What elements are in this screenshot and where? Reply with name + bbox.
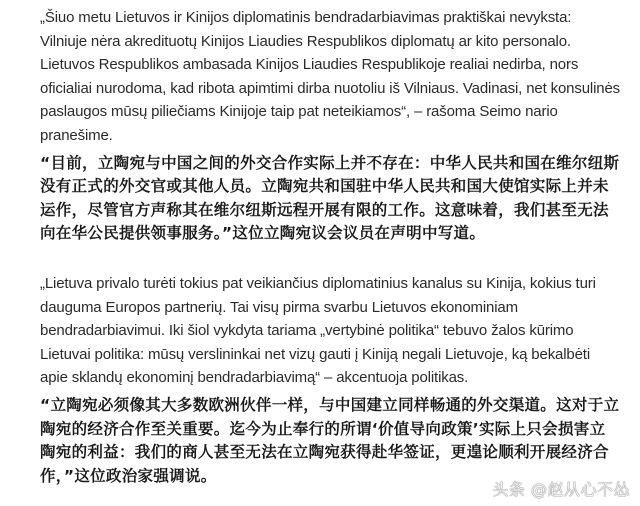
article-body bbox=[40, 6, 620, 488]
chinese-translation-paragraph-1: “目前，立陶宛与中国之间的外交合作实际上并不存在：中华人民共和国在维尔纽斯没有正式的外交官或其他人员。立陶宛共和国驻中华人民共和国大使馆实际上并未运作，尽管官方声称其在维尔纽斯远程开展有限的工作。这意味着，我们甚至无法向在华公民提供领事服务。”这位立陶宛议会议员在声明中写道。 bbox=[40, 153, 620, 243]
lithuanian-quote-paragraph-1: „Šiuo metu Lietuvos ir Kinijos diplomatinis bendradarbiavimas praktiškai nevyksta: Vilniuje nėra akredituotų Kinijos Liaudies Respublikos diplomatų ar kito personalo. Lietuvos Respublikos ambasada Kinijos Liaudies Respublikoje realiai nedirba, nors oficialiai nurodoma, kad ribota apimtimi dirba nuotoliu iš Vilniaus. Vadinasi, net konsulinės paslaugos mūsų piliečiams Kinijoje taip pat neteikiamos“, – rašoma Seimo nario pranešime. bbox=[40, 9, 620, 144]
source-watermark: 头条 @赵从心不怂 bbox=[492, 480, 630, 499]
chinese-translation-paragraph-2: “立陶宛必须像其大多数欧洲伙伴一样，与中国建立同样畅通的外交渠道。这对于立陶宛的经济合作至关重要。迄今为止奉行的所谓‘价值导向政策’实际上只会损害立陶宛的利益：我们的商人甚至无法在立陶宛获得赴华签证，更遑论顺利开展经济合作，”这位政治家强调说。 bbox=[40, 395, 620, 485]
lithuanian-quote-paragraph-2: „Lietuva privalo turėti tokius pat veikiančius diplomatinius kanalus su Kinija, kokius turi dauguma Europos partnerių. Tai visų pirma svarbu Lietuvos ekonominiam bendradarbiavimui. Iki šiol vykdyta tariama „vertybinė politika“ tebuvo žalos kūrimo Lietuvai politika: mūsų verslininkai net vizų gauti į Kiniją negali Lietuvoje, ką bekalbėti apie sklandų ekonominį bendradarbiavimą“ – akcentuoja politikas. bbox=[40, 274, 596, 387]
paragraph-spacer bbox=[40, 246, 620, 272]
